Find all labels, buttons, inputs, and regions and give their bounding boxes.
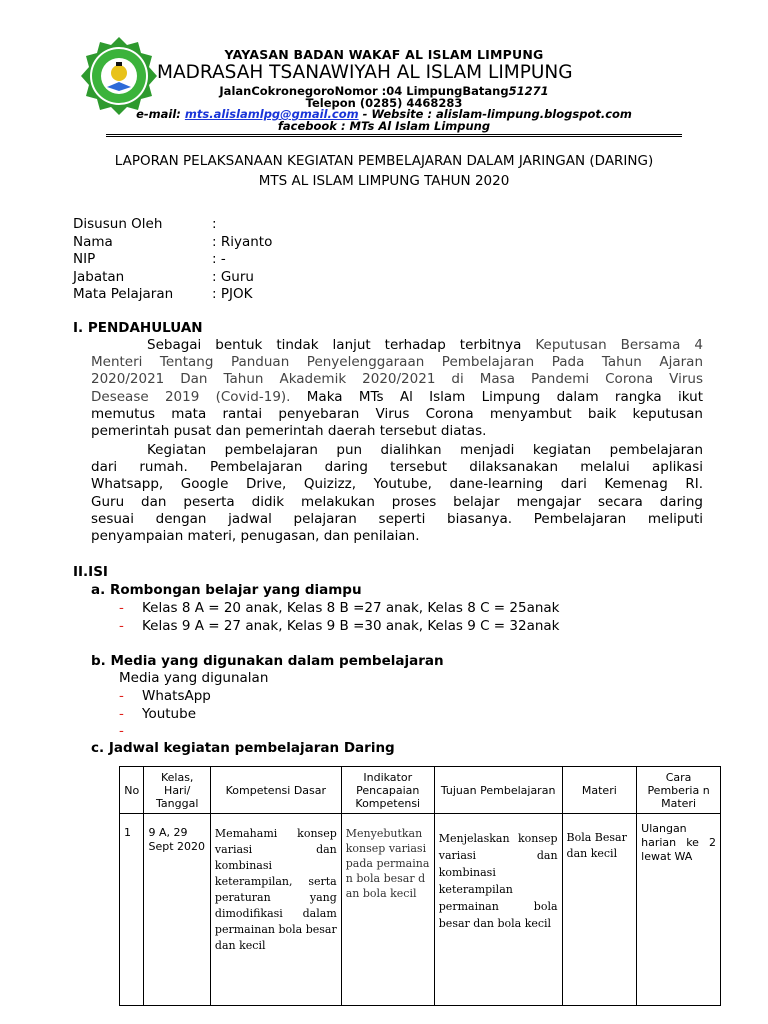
reference-text: Desease 2019 (Covid-19).: [91, 388, 291, 405]
paragraph-line: Whatsapp, Google Drive, Quizizz, Youtube, dane-learning dari Kemenag RI.: [91, 476, 703, 493]
header-divider: [106, 134, 682, 135]
meta-value: : Riyanto: [212, 234, 273, 250]
paragraph-line: Kegiatan pembelajaran pun dialihkan menjadi kegiatan pembelajaran: [147, 442, 703, 458]
paragraph-line: 2020/2021 Dan Tahun Akademik 2020/2021 di Masa Pandemi Corona Virus: [91, 371, 703, 388]
website-text: - Website : alislam-limpung.blogspot.com: [358, 107, 632, 121]
email-label: e-mail:: [136, 107, 185, 121]
subsection-heading-rombel: a. Rombongan belajar yang diampu: [91, 582, 362, 598]
text-span: Maka MTs Al Islam Limpung dalam rangka ikut: [290, 388, 703, 405]
column-header: No: [120, 767, 144, 814]
bullet-dash: -: [119, 723, 124, 739]
meta-row: [73, 251, 226, 267]
school-phone: Telepon (0285) 4468283: [305, 96, 463, 110]
bullet-dash: -: [119, 600, 124, 616]
text-span: Sebagai bentuk tindak lanjut terhadap terbitnya: [147, 337, 536, 353]
paragraph-line: dari rumah. Pembelajaran daring tersebut dilaksanakan melalui aplikasi: [91, 459, 703, 476]
section-heading-isi: II.ISI: [73, 564, 108, 580]
column-header: Tujuan Pembelajaran: [434, 767, 562, 814]
paragraph-line: [91, 389, 703, 406]
cell-kelas: 9 A, 29 Sept 2020: [144, 814, 210, 1006]
list-item: WhatsApp: [142, 688, 211, 704]
column-header: Cara Pemberia n Materi: [637, 767, 721, 814]
paragraph-line: Guru dan peserta didik melakukan proses belajar mengajar secara daring: [91, 493, 703, 510]
meta-label: NIP: [73, 251, 96, 267]
table-row: [120, 814, 721, 1006]
bullet-dash: -: [119, 618, 124, 634]
report-title-line1: LAPORAN PELAKSANAAN KEGIATAN PEMBELAJARAN DALAM JARINGAN (DARING): [114, 153, 654, 169]
meta-value: : -: [212, 251, 226, 267]
paragraph-line: pemerintah pusat dan pemerintah daerah tersebut diatas.: [91, 422, 487, 439]
subsection-heading-media: b. Media yang digunakan dalam pembelajaran: [91, 653, 444, 669]
paragraph-line: penyampaian materi, penugasan, dan penilaian.: [91, 527, 420, 544]
meta-row: [73, 286, 252, 302]
column-header: Materi: [562, 767, 637, 814]
column-header: Indikator Pencapaian Kompetensi: [341, 767, 434, 814]
report-title-line2: MTS AL ISLAM LIMPUNG TAHUN 2020: [258, 173, 510, 189]
address-zip: 51271: [508, 84, 549, 98]
cell-cara: Ulangan harian ke 2 lewat WA: [637, 814, 721, 1006]
bullet-dash: -: [119, 706, 124, 722]
meta-row: [73, 216, 217, 232]
table-header-row: [120, 767, 721, 814]
schedule-table: [119, 766, 721, 1006]
school-name: MADRASAH TSANAWIYAH AL ISLAM LIMPUNG: [157, 62, 573, 83]
paragraph-line: [91, 337, 703, 354]
reference-text: Keputusan Bersama 4: [535, 337, 704, 353]
cell-materi: Bola Besar dan kecil: [562, 814, 637, 1006]
meta-label: Mata Pelajaran: [73, 286, 174, 302]
paragraph-line: sesuai dengan jadwal pelajaran seperti biasanya. Pembelajaran meliputi: [91, 510, 703, 527]
subsection-heading-jadwal: c. Jadwal kegiatan pembelajaran Daring: [91, 740, 395, 756]
meta-label: Jabatan: [73, 269, 125, 285]
email-link[interactable]: mts.alislamlpg@gmail.com: [184, 107, 359, 121]
paragraph-daring: [91, 442, 703, 545]
meta-row: [73, 234, 272, 250]
section-heading-pendahuluan: I. PENDAHULUAN: [73, 320, 203, 336]
media-subtitle: Media yang digunalan: [119, 670, 269, 686]
column-header: Kelas, Hari/ Tanggal: [144, 767, 210, 814]
cell-indikator: Menyebutkan konsep variasi pada permainan bola besar dan bola kecil: [341, 814, 434, 1006]
address-main: JalanCokronegoroNomor :04 LimpungBatang: [219, 84, 509, 98]
meta-label: Disusun Oleh: [73, 216, 163, 232]
list-item: Kelas 9 A = 27 anak, Kelas 9 B =30 anak, Kelas 9 C = 32anak: [142, 618, 560, 634]
list-item: Youtube: [142, 706, 196, 722]
foundation-name: YAYASAN BADAN WAKAF AL ISLAM LIMPUNG: [224, 47, 544, 62]
cell-no: 1: [120, 814, 144, 1006]
paragraph-line: memutus mata rantai penyebaran Virus Corona menyambut baik keputusan: [91, 405, 703, 422]
meta-value: :: [212, 216, 217, 232]
meta-row: [73, 269, 254, 285]
meta-value: : Guru: [212, 269, 254, 285]
meta-label: Nama: [73, 234, 113, 250]
meta-value: : PJOK: [212, 286, 253, 302]
list-item: Kelas 8 A = 20 anak, Kelas 8 B =27 anak, Kelas 8 C = 25anak: [142, 600, 560, 616]
bullet-dash: -: [119, 688, 124, 704]
cell-tujuan: Menjelaskan konsep variasi dan kombinasi keterampilan permainan bola besar dan bola kecil: [434, 814, 562, 1006]
cell-kompetensi-dasar: Memahami konsep variasi dan kombinasi keterampilan, serta peraturan yang dimodifikasi dalam permainan bola besar dan kecil: [210, 814, 341, 1006]
header-divider-thin: [106, 136, 682, 137]
column-header: Kompetensi Dasar: [210, 767, 341, 814]
paragraph-intro: [91, 337, 703, 440]
school-facebook: facebook : MTs Al Islam Limpung: [277, 119, 491, 133]
paragraph-line: Menteri Tentang Panduan Penyelenggaraan Pembelajaran Pada Tahun Ajaran: [91, 354, 703, 371]
